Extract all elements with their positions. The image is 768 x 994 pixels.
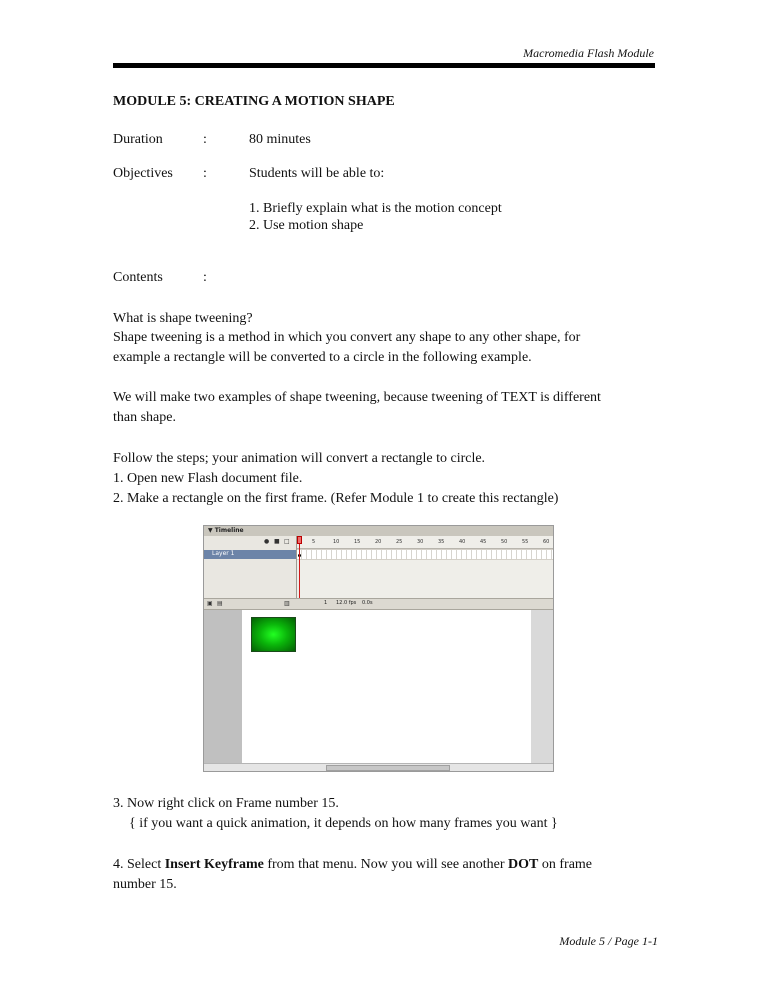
- playhead[interactable]: [297, 536, 302, 544]
- add-layer-icon[interactable]: ▣: [207, 600, 213, 607]
- paragraph-line: Follow the steps; your animation will convert a rectangle to circle.: [113, 451, 486, 466]
- tick-label: 5: [312, 539, 316, 545]
- objective-item: 2. Use motion shape: [249, 218, 364, 233]
- step-4-pre: 4. Select: [113, 857, 165, 872]
- paragraph-line: We will make two examples of shape tweening, because tweening of TEXT is different: [113, 390, 601, 405]
- step-3: 3. Now right click on Frame number 15.: [113, 796, 339, 811]
- duration-label: Duration: [113, 132, 163, 147]
- paragraph-line: than shape.: [113, 410, 176, 425]
- tick-label: 40: [459, 539, 466, 545]
- frame-cells[interactable]: [297, 550, 554, 559]
- section-question: What is shape tweening?: [113, 311, 253, 326]
- step-2: 2. Make a rectangle on the first frame. (Refer Module 1 to create this rectangle): [113, 491, 559, 506]
- tick-label: 45: [480, 539, 487, 545]
- contents-label: Contents: [113, 270, 163, 285]
- trash-icon[interactable]: ▥: [284, 600, 290, 607]
- tick-label: 25: [396, 539, 403, 545]
- tick-label: 30: [417, 539, 424, 545]
- duration-value: 80 minutes: [249, 132, 311, 147]
- step-1: 1. Open new Flash document file.: [113, 471, 303, 486]
- step-4-cont: number 15.: [113, 877, 177, 892]
- lock-icon: ■: [274, 538, 280, 545]
- tick-label: 10: [333, 539, 340, 545]
- layer-name: Layer 1: [212, 550, 235, 557]
- horizontal-scrollbar[interactable]: [204, 763, 553, 772]
- duration-colon: :: [203, 132, 207, 147]
- tick-label: 35: [438, 539, 445, 545]
- timeline-title: ▼ Timeline: [208, 527, 244, 534]
- paragraph-line: Shape tweening is a method in which you convert any shape to any other shape, for: [113, 330, 581, 345]
- objectives-value: Students will be able to:: [249, 166, 385, 181]
- tick-label: 50: [501, 539, 508, 545]
- eye-icon: ●: [264, 538, 270, 545]
- header-rule: [113, 63, 655, 68]
- paragraph-line: example a rectangle will be converted to a circle in the following example.: [113, 350, 532, 365]
- outline-icon: □: [284, 538, 290, 545]
- step-4-post: on frame: [538, 857, 593, 872]
- objectives-label: Objectives: [113, 166, 173, 181]
- tick-label: 20: [375, 539, 382, 545]
- objective-item: 1. Briefly explain what is the motion concept: [249, 201, 502, 216]
- frame-ruler: [297, 536, 554, 549]
- objectives-colon: :: [203, 166, 207, 181]
- step-4: [113, 857, 592, 873]
- timeline-status-bar: [204, 598, 553, 610]
- tick-label: 15: [354, 539, 361, 545]
- tick-label: 60: [543, 539, 550, 545]
- module-title: MODULE 5: CREATING A MOTION SHAPE: [113, 94, 395, 109]
- tick-label: 55: [522, 539, 529, 545]
- insert-keyframe-term: Insert Keyframe: [164, 857, 264, 872]
- scroll-thumb[interactable]: [326, 765, 450, 771]
- running-header: Macromedia Flash Module: [523, 46, 654, 60]
- frame-number: 1: [324, 600, 328, 606]
- gradient-rectangle[interactable]: [251, 617, 296, 652]
- add-folder-icon[interactable]: ▤: [217, 600, 223, 607]
- time-readout: 0.0s: [362, 600, 373, 606]
- flash-screenshot: [203, 525, 554, 772]
- layer-row: [204, 550, 296, 559]
- dot-term: DOT: [508, 857, 539, 872]
- vertical-scrollbar[interactable]: [531, 610, 553, 763]
- page-footer: Module 5 / Page 1-1: [559, 934, 658, 948]
- step-4-mid: from that menu. Now you will see another: [263, 857, 509, 872]
- fps-readout: 12.0 fps: [336, 600, 357, 606]
- contents-colon: :: [203, 270, 207, 285]
- step-3-note: { if you want a quick animation, it depends on how many frames you want }: [129, 816, 558, 831]
